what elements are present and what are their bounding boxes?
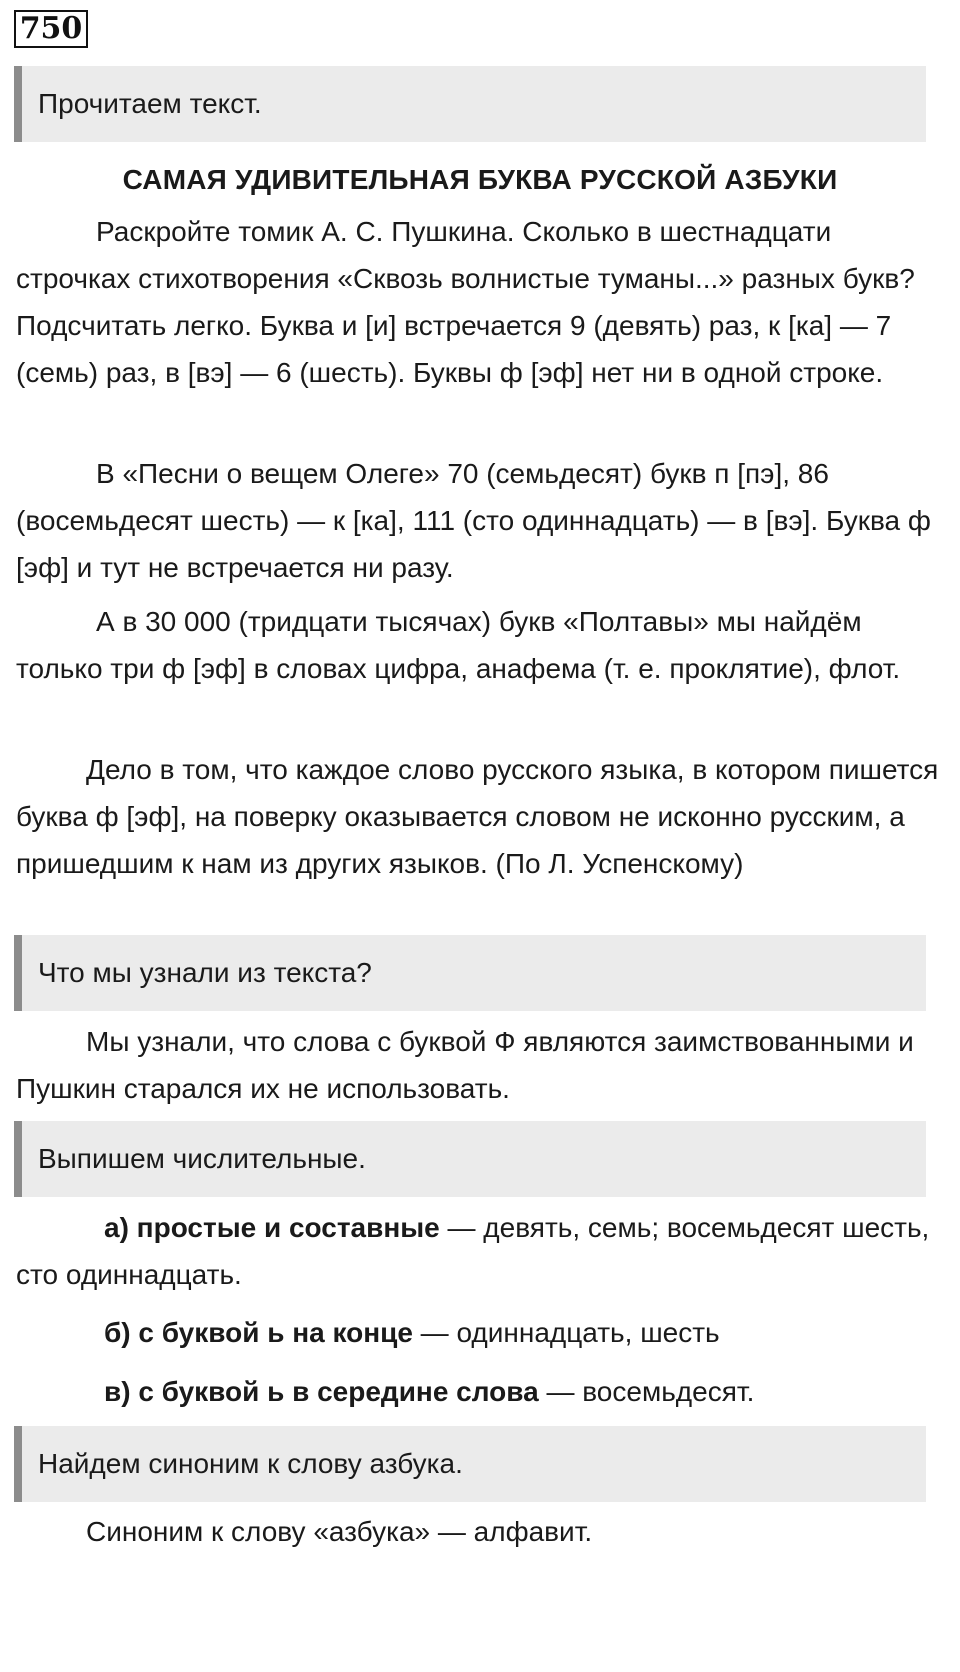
text-paragraph-4: Дело в том, что каждое слово русского языка, в котором пишется буква ф [эф], на поверку оказывается словом не исконно русским, а пришедшим к нам из других языков. (По Л. Успенскому) (16, 754, 939, 879)
banner-write-numerals: Выпишем числительные. (14, 1121, 926, 1197)
text-paragraph-1: Раскройте томик А. С. Пушкина. Сколько в шестнадцати строчках стихотворения «Сквозь волнистые туманы...» разных букв? Подсчитать легко. Буква и [и] встречается 9 (девять) раз, к [ка] — 7 (семь) раз, в [вэ] — 6 (шесть). Буквы ф [эф] нет ни в одной строке. (16, 216, 915, 388)
numeral-item-c (16, 1368, 942, 1415)
numeral-item-c-text: — восемьдесят. (538, 1376, 755, 1407)
task-number: 750 (14, 10, 88, 48)
answer-learned: Мы узнали, что слова с буквой Ф являются заимствованными и Пушкин старался их не использовать. (16, 1026, 914, 1104)
numeral-item-b-text: — одиннадцать, шесть (412, 1317, 720, 1348)
numeral-item-b (16, 1309, 942, 1356)
banner-read: Прочитаем текст. (14, 66, 926, 142)
numeral-item-b-label: б) с буквой ь на конце (104, 1317, 413, 1348)
numeral-item-a-label: а) простые и составные (104, 1212, 440, 1243)
numeral-item-a (16, 1204, 942, 1298)
numeral-item-c-label: в) с буквой ь в середине слова (104, 1376, 539, 1407)
banner-synonym: Найдем синоним к слову азбука. (14, 1426, 926, 1502)
text-paragraph-3: А в 30 000 (тридцати тысячах) букв «Полтавы» мы найдём только три ф [эф] в словах цифра, анафема (т. е. проклятие), флот. (16, 606, 901, 684)
text-title: САМАЯ УДИВИТЕЛЬНАЯ БУКВА РУССКОЙ АЗБУКИ (122, 164, 838, 195)
banner-learned: Что мы узнали из текста? (14, 935, 926, 1011)
answer-synonym: Синоним к слову «азбука» — алфавит. (86, 1516, 593, 1547)
text-paragraph-2: В «Песни о вещем Олеге» 70 (семьдесят) букв п [пэ], 86 (восемьдесят шесть) — к [ка], 111 (сто одиннадцать) — в [вэ]. Буква ф [эф] и тут не встречается ни разу. (16, 458, 931, 583)
numeral-item-a-text: — девять, семь; восемьдесят шесть, сто одиннадцать. (16, 1212, 930, 1290)
